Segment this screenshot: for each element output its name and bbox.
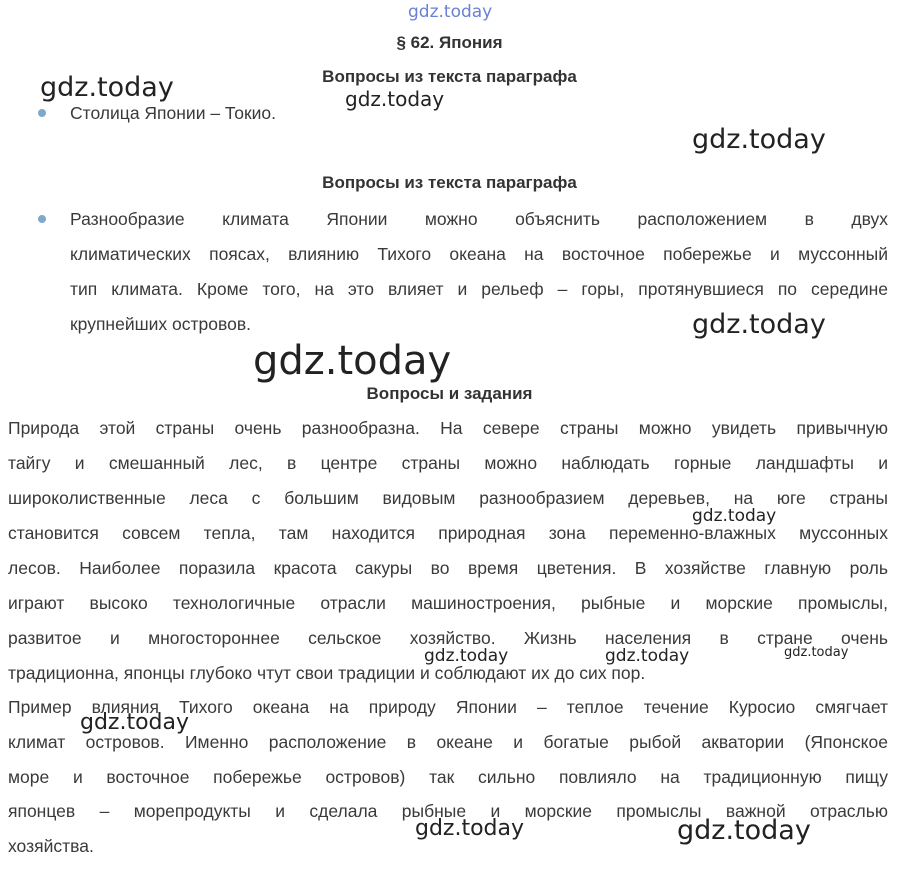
bullet-text-line: Разнообразие климата Японии можно объяснить расположением в двух: [70, 209, 888, 229]
paragraph-line: Пример влияния Тихого океана на природу Японии – теплое течение Куросио смягчает: [8, 697, 888, 717]
paragraph-line: тайгу и смешанный лес, в центре страны можно наблюдать горные ландшафты и: [8, 453, 888, 473]
paragraph-line: играют высоко технологичные отрасли машиностроения, рыбные и морские промыслы,: [8, 593, 888, 613]
watermark: gdz.today: [253, 338, 452, 384]
watermark: gdz.today: [40, 72, 174, 103]
watermark: gdz.today: [415, 816, 525, 841]
bullet-text-line: крупнейших островов.: [70, 314, 251, 334]
bullet-text: Столица Японии – Токио.: [70, 103, 277, 123]
paragraph-line: море и восточное побережье островов) так сильно повлияло на традиционную пищу: [8, 767, 888, 787]
watermark: gdz.today: [424, 646, 509, 666]
watermark: gdz.today: [605, 646, 690, 666]
watermark: gdz.today: [677, 815, 811, 846]
watermark: gdz.today: [692, 506, 777, 526]
bullet-dot: [38, 109, 46, 117]
paragraph-line: широколиственные леса с большим видовым разнообразием деревьев, на юге страны: [8, 488, 888, 508]
block-heading: Вопросы и задания: [366, 384, 533, 403]
paragraph-line: лесов. Наиболее поразила красота сакуры во время цветения. В хозяйстве главную роль: [8, 558, 888, 578]
watermark: gdz.today: [692, 309, 826, 340]
paragraph-line: Природа этой страны очень разнообразна. На севере страны можно увидеть привычную: [8, 418, 888, 438]
watermark: gdz.today: [345, 87, 445, 111]
block-heading: Вопросы из текста параграфа: [322, 67, 577, 86]
bullet-text-line: климатических поясах, влиянию Тихого океана на восточное побережье и муссонный: [70, 244, 888, 264]
block-heading: Вопросы из текста параграфа: [322, 173, 577, 192]
paragraph-line: развитое и многостороннее сельское хозяйство. Жизнь населения в стране очень: [8, 628, 888, 648]
watermark: gdz.today: [692, 124, 826, 155]
watermark: gdz.today: [408, 2, 493, 22]
paragraph-line: японцев – морепродукты и сделала рыбные и морские промыслы важной отраслью: [8, 801, 888, 821]
watermark: gdz.today: [80, 710, 190, 735]
bullet-text-line: тип климата. Кроме того, на это влияет и рельеф – горы, протянувшиеся по середине: [70, 279, 888, 299]
paragraph-line: климат островов. Именно расположение в океане и богатые рыбой акватории (Японское: [8, 732, 888, 752]
paragraph-line: хозяйства.: [8, 836, 94, 856]
section-title: § 62. Япония: [396, 33, 503, 52]
watermark: gdz.today: [784, 645, 849, 660]
paragraph-line: становится совсем тепла, там находится природная зона переменно-влажных муссонных: [8, 523, 888, 543]
paragraph-line: традиционна, японцы глубоко чтут свои традиции и соблюдают их до сих пор.: [8, 663, 646, 683]
bullet-dot: [38, 215, 46, 223]
